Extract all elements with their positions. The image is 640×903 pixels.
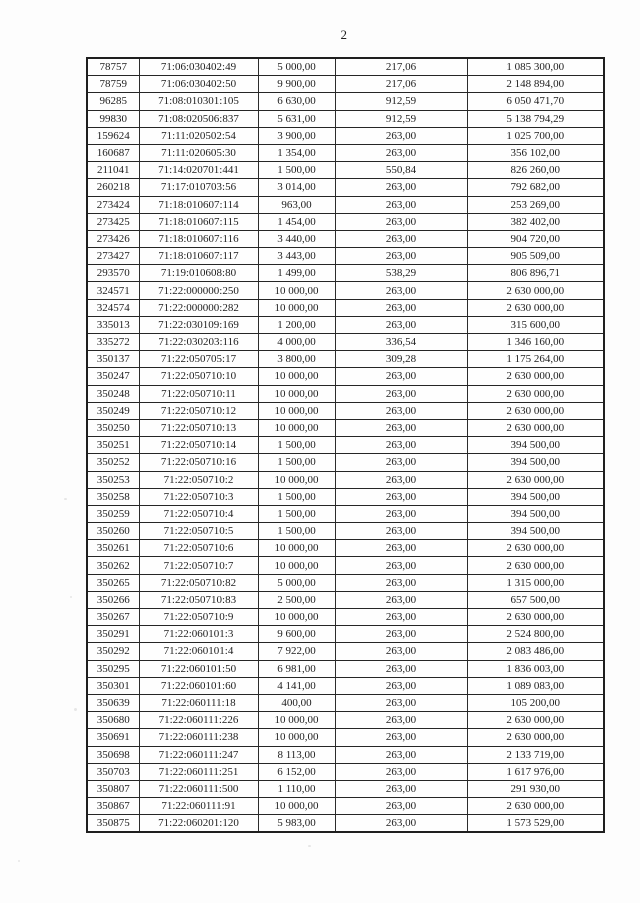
table-cell: 263,00 bbox=[335, 798, 467, 815]
table-cell: 71:06:030402:49 bbox=[139, 58, 258, 76]
table-cell: 263,00 bbox=[335, 540, 467, 557]
table-cell: 71:22:060111:251 bbox=[139, 763, 258, 780]
table-cell: 394 500,00 bbox=[467, 523, 604, 540]
table-cell: 263,00 bbox=[335, 609, 467, 626]
table-cell: 1 315 000,00 bbox=[467, 574, 604, 591]
table-cell: 350867 bbox=[87, 798, 139, 815]
table-cell: 5 000,00 bbox=[258, 574, 335, 591]
table-cell: 71:22:060111:226 bbox=[139, 712, 258, 729]
table-row bbox=[87, 437, 604, 454]
table-row bbox=[87, 780, 604, 797]
table-row bbox=[87, 162, 604, 179]
table-row bbox=[87, 763, 604, 780]
table-cell: 263,00 bbox=[335, 557, 467, 574]
table-cell: 10 000,00 bbox=[258, 402, 335, 419]
table-cell: 71:22:060101:3 bbox=[139, 626, 258, 643]
table-row bbox=[87, 798, 604, 815]
table-cell: 4 000,00 bbox=[258, 334, 335, 351]
table-cell: 350265 bbox=[87, 574, 139, 591]
table-cell: 263,00 bbox=[335, 454, 467, 471]
table-row bbox=[87, 402, 604, 419]
table-cell: 71:22:050710:7 bbox=[139, 557, 258, 574]
table-cell: 806 896,71 bbox=[467, 265, 604, 282]
table-cell: 2 500,00 bbox=[258, 591, 335, 608]
table-cell: 394 500,00 bbox=[467, 488, 604, 505]
table-cell: 10 000,00 bbox=[258, 471, 335, 488]
table-row bbox=[87, 127, 604, 144]
table-cell: 263,00 bbox=[335, 316, 467, 333]
table-cell: 394 500,00 bbox=[467, 437, 604, 454]
table-row bbox=[87, 557, 604, 574]
table-cell: 1 499,00 bbox=[258, 265, 335, 282]
table-cell: 71:22:060101:4 bbox=[139, 643, 258, 660]
table-cell: 10 000,00 bbox=[258, 557, 335, 574]
table-cell: 350266 bbox=[87, 591, 139, 608]
table-cell: 217,06 bbox=[335, 58, 467, 76]
table-cell: 71:22:060111:500 bbox=[139, 780, 258, 797]
table-cell: 3 440,00 bbox=[258, 230, 335, 247]
table-cell: 350267 bbox=[87, 609, 139, 626]
table-cell: 263,00 bbox=[335, 763, 467, 780]
table-cell: 263,00 bbox=[335, 385, 467, 402]
table-cell: 6 152,00 bbox=[258, 763, 335, 780]
table-cell: 336,54 bbox=[335, 334, 467, 351]
table-cell: 3 900,00 bbox=[258, 127, 335, 144]
table-cell: 657 500,00 bbox=[467, 591, 604, 608]
scan-speck bbox=[64, 498, 67, 500]
table-row bbox=[87, 574, 604, 591]
table-cell: 350875 bbox=[87, 815, 139, 833]
table-cell: 263,00 bbox=[335, 282, 467, 299]
table-row bbox=[87, 385, 604, 402]
table-cell: 160687 bbox=[87, 144, 139, 161]
table-cell: 263,00 bbox=[335, 591, 467, 608]
table-cell: 538,29 bbox=[335, 265, 467, 282]
table-cell: 2 524 800,00 bbox=[467, 626, 604, 643]
table-cell: 2 630 000,00 bbox=[467, 729, 604, 746]
table-cell: 71:22:050710:10 bbox=[139, 368, 258, 385]
table-cell: 350262 bbox=[87, 557, 139, 574]
table-cell: 1 346 160,00 bbox=[467, 334, 604, 351]
table-cell: 71:22:060111:18 bbox=[139, 694, 258, 711]
table-cell: 324571 bbox=[87, 282, 139, 299]
table-cell: 350703 bbox=[87, 763, 139, 780]
table-cell: 78759 bbox=[87, 76, 139, 93]
table-cell: 159624 bbox=[87, 127, 139, 144]
table-cell: 4 141,00 bbox=[258, 677, 335, 694]
table-cell: 904 720,00 bbox=[467, 230, 604, 247]
table-cell: 71:18:010607:117 bbox=[139, 248, 258, 265]
table-cell: 10 000,00 bbox=[258, 282, 335, 299]
table-row bbox=[87, 76, 604, 93]
table-cell: 350258 bbox=[87, 488, 139, 505]
table-cell: 263,00 bbox=[335, 471, 467, 488]
table-cell: 350680 bbox=[87, 712, 139, 729]
table-cell: 71:22:050710:5 bbox=[139, 523, 258, 540]
table-cell: 263,00 bbox=[335, 368, 467, 385]
table-cell: 350252 bbox=[87, 454, 139, 471]
table-cell: 263,00 bbox=[335, 488, 467, 505]
table-cell: 263,00 bbox=[335, 127, 467, 144]
table-cell: 10 000,00 bbox=[258, 712, 335, 729]
table-row bbox=[87, 591, 604, 608]
table-cell: 5 000,00 bbox=[258, 58, 335, 76]
table-cell: 912,59 bbox=[335, 93, 467, 110]
table-cell: 78757 bbox=[87, 58, 139, 76]
table-cell: 71:22:030109:169 bbox=[139, 316, 258, 333]
table-cell: 263,00 bbox=[335, 437, 467, 454]
table-cell: 71:22:060111:247 bbox=[139, 746, 258, 763]
table-cell: 263,00 bbox=[335, 299, 467, 316]
table-cell: 273426 bbox=[87, 230, 139, 247]
table-row bbox=[87, 815, 604, 833]
table-row bbox=[87, 454, 604, 471]
table-cell: 5 138 794,29 bbox=[467, 110, 604, 127]
table-row bbox=[87, 230, 604, 247]
table-row bbox=[87, 643, 604, 660]
table-cell: 1 025 700,00 bbox=[467, 127, 604, 144]
table-cell: 71:22:050710:16 bbox=[139, 454, 258, 471]
table-cell: 10 000,00 bbox=[258, 419, 335, 436]
table-cell: 394 500,00 bbox=[467, 505, 604, 522]
table-row bbox=[87, 282, 604, 299]
table-cell: 263,00 bbox=[335, 643, 467, 660]
table-cell: 2 630 000,00 bbox=[467, 540, 604, 557]
table-cell: 273424 bbox=[87, 196, 139, 213]
table-cell: 71:11:020502:54 bbox=[139, 127, 258, 144]
table-cell: 10 000,00 bbox=[258, 729, 335, 746]
table-cell: 71:22:030203:116 bbox=[139, 334, 258, 351]
table-row bbox=[87, 93, 604, 110]
table-cell: 350261 bbox=[87, 540, 139, 557]
table-cell: 350295 bbox=[87, 660, 139, 677]
table-row bbox=[87, 660, 604, 677]
table-cell: 71:22:060101:50 bbox=[139, 660, 258, 677]
table-cell: 253 269,00 bbox=[467, 196, 604, 213]
table-cell: 1 200,00 bbox=[258, 316, 335, 333]
table-row bbox=[87, 523, 604, 540]
table-cell: 263,00 bbox=[335, 746, 467, 763]
table-cell: 71:22:050705:17 bbox=[139, 351, 258, 368]
table-row bbox=[87, 419, 604, 436]
table-cell: 71:18:010607:116 bbox=[139, 230, 258, 247]
table-cell: 211041 bbox=[87, 162, 139, 179]
table-cell: 71:22:050710:4 bbox=[139, 505, 258, 522]
table-cell: 263,00 bbox=[335, 230, 467, 247]
table-cell: 6 981,00 bbox=[258, 660, 335, 677]
table-cell: 260218 bbox=[87, 179, 139, 196]
table-cell: 291 930,00 bbox=[467, 780, 604, 797]
scan-speck bbox=[308, 845, 311, 847]
table-cell: 71:22:000000:250 bbox=[139, 282, 258, 299]
table-cell: 71:22:050710:14 bbox=[139, 437, 258, 454]
table-cell: 2 630 000,00 bbox=[467, 368, 604, 385]
table-cell: 2 133 719,00 bbox=[467, 746, 604, 763]
table-cell: 71:22:050710:12 bbox=[139, 402, 258, 419]
table-cell: 71:22:060101:60 bbox=[139, 677, 258, 694]
table-cell: 273427 bbox=[87, 248, 139, 265]
table-cell: 2 630 000,00 bbox=[467, 282, 604, 299]
table-cell: 263,00 bbox=[335, 574, 467, 591]
table-row bbox=[87, 316, 604, 333]
table-cell: 6 050 471,70 bbox=[467, 93, 604, 110]
table-cell: 263,00 bbox=[335, 677, 467, 694]
table-cell: 382 402,00 bbox=[467, 213, 604, 230]
table-cell: 263,00 bbox=[335, 402, 467, 419]
table-cell: 71:08:010301:105 bbox=[139, 93, 258, 110]
table-cell: 350253 bbox=[87, 471, 139, 488]
table-row bbox=[87, 299, 604, 316]
table-cell: 350250 bbox=[87, 419, 139, 436]
table-cell: 2 630 000,00 bbox=[467, 609, 604, 626]
table-cell: 350247 bbox=[87, 368, 139, 385]
table-cell: 350292 bbox=[87, 643, 139, 660]
table-cell: 263,00 bbox=[335, 213, 467, 230]
table-cell: 2 630 000,00 bbox=[467, 402, 604, 419]
table-cell: 7 922,00 bbox=[258, 643, 335, 660]
table-cell: 3 443,00 bbox=[258, 248, 335, 265]
table-cell: 263,00 bbox=[335, 712, 467, 729]
table-cell: 263,00 bbox=[335, 780, 467, 797]
table-cell: 350249 bbox=[87, 402, 139, 419]
table-cell: 5 983,00 bbox=[258, 815, 335, 833]
table-cell: 1 175 264,00 bbox=[467, 351, 604, 368]
table-row bbox=[87, 609, 604, 626]
table-cell: 71:22:050710:82 bbox=[139, 574, 258, 591]
table-cell: 356 102,00 bbox=[467, 144, 604, 161]
table-cell: 217,06 bbox=[335, 76, 467, 93]
table-row bbox=[87, 368, 604, 385]
table-cell: 1 836 003,00 bbox=[467, 660, 604, 677]
table-cell: 71:22:050710:9 bbox=[139, 609, 258, 626]
table-cell: 963,00 bbox=[258, 196, 335, 213]
table-cell: 71:22:060111:91 bbox=[139, 798, 258, 815]
table-cell: 350251 bbox=[87, 437, 139, 454]
table-cell: 71:22:050710:83 bbox=[139, 591, 258, 608]
table-row bbox=[87, 540, 604, 557]
table-cell: 71:08:020506:837 bbox=[139, 110, 258, 127]
table-cell: 350807 bbox=[87, 780, 139, 797]
table-cell: 71:22:050710:3 bbox=[139, 488, 258, 505]
table-row bbox=[87, 626, 604, 643]
table-cell: 350260 bbox=[87, 523, 139, 540]
table-cell: 350301 bbox=[87, 677, 139, 694]
table-cell: 71:19:010608:80 bbox=[139, 265, 258, 282]
table-cell: 263,00 bbox=[335, 694, 467, 711]
table-cell: 1 089 083,00 bbox=[467, 677, 604, 694]
table-cell: 350137 bbox=[87, 351, 139, 368]
table-cell: 1 454,00 bbox=[258, 213, 335, 230]
table-cell: 10 000,00 bbox=[258, 385, 335, 402]
table-cell: 5 631,00 bbox=[258, 110, 335, 127]
table-cell: 71:18:010607:114 bbox=[139, 196, 258, 213]
table-row bbox=[87, 351, 604, 368]
scan-speck bbox=[70, 596, 72, 598]
table-cell: 1 085 300,00 bbox=[467, 58, 604, 76]
table-cell: 2 630 000,00 bbox=[467, 385, 604, 402]
table-row bbox=[87, 144, 604, 161]
table-cell: 3 800,00 bbox=[258, 351, 335, 368]
table-cell: 826 260,00 bbox=[467, 162, 604, 179]
table-cell: 71:22:000000:282 bbox=[139, 299, 258, 316]
table-cell: 2 083 486,00 bbox=[467, 643, 604, 660]
table-cell: 792 682,00 bbox=[467, 179, 604, 196]
table-cell: 2 630 000,00 bbox=[467, 471, 604, 488]
table-cell: 1 500,00 bbox=[258, 162, 335, 179]
table-cell: 71:11:020605:30 bbox=[139, 144, 258, 161]
table-cell: 10 000,00 bbox=[258, 299, 335, 316]
table-cell: 71:22:060201:120 bbox=[139, 815, 258, 833]
table-cell: 9 600,00 bbox=[258, 626, 335, 643]
table-row bbox=[87, 488, 604, 505]
table-cell: 905 509,00 bbox=[467, 248, 604, 265]
table-cell: 912,59 bbox=[335, 110, 467, 127]
table-row bbox=[87, 110, 604, 127]
table-cell: 10 000,00 bbox=[258, 609, 335, 626]
table-cell: 71:22:050710:6 bbox=[139, 540, 258, 557]
table-cell: 350259 bbox=[87, 505, 139, 522]
table-cell: 10 000,00 bbox=[258, 368, 335, 385]
table-cell: 263,00 bbox=[335, 196, 467, 213]
table-row bbox=[87, 179, 604, 196]
table-cell: 6 630,00 bbox=[258, 93, 335, 110]
table-row bbox=[87, 58, 604, 76]
table-cell: 2 630 000,00 bbox=[467, 419, 604, 436]
table-row bbox=[87, 265, 604, 282]
table-cell: 2 630 000,00 bbox=[467, 557, 604, 574]
table-cell: 350291 bbox=[87, 626, 139, 643]
table-body bbox=[87, 58, 604, 832]
table-row bbox=[87, 505, 604, 522]
table-cell: 1 500,00 bbox=[258, 437, 335, 454]
table-cell: 263,00 bbox=[335, 626, 467, 643]
table-cell: 400,00 bbox=[258, 694, 335, 711]
table-cell: 9 900,00 bbox=[258, 76, 335, 93]
table-cell: 263,00 bbox=[335, 419, 467, 436]
table-cell: 335272 bbox=[87, 334, 139, 351]
table-cell: 350691 bbox=[87, 729, 139, 746]
table-cell: 8 113,00 bbox=[258, 746, 335, 763]
table-cell: 350248 bbox=[87, 385, 139, 402]
scan-speck bbox=[18, 860, 20, 862]
table-cell: 1 354,00 bbox=[258, 144, 335, 161]
table-cell: 350639 bbox=[87, 694, 139, 711]
table-cell: 71:22:050710:2 bbox=[139, 471, 258, 488]
table-cell: 71:17:010703:56 bbox=[139, 179, 258, 196]
table-cell: 2 630 000,00 bbox=[467, 712, 604, 729]
table-cell: 263,00 bbox=[335, 505, 467, 522]
data-table bbox=[86, 57, 605, 833]
table-row bbox=[87, 248, 604, 265]
table-cell: 550,84 bbox=[335, 162, 467, 179]
table-cell: 263,00 bbox=[335, 179, 467, 196]
table-cell: 1 573 529,00 bbox=[506, 817, 565, 830]
table-cell: 10 000,00 bbox=[258, 798, 335, 815]
table-row bbox=[87, 196, 604, 213]
table-cell: 71:22:050710:13 bbox=[139, 419, 258, 436]
table-cell: 71:06:030402:50 bbox=[139, 76, 258, 93]
table-cell: 71:22:060111:238 bbox=[139, 729, 258, 746]
table-row bbox=[87, 712, 604, 729]
table-cell: 96285 bbox=[87, 93, 139, 110]
table-cell: 263,00 bbox=[335, 660, 467, 677]
table-cell: 71:22:050710:11 bbox=[139, 385, 258, 402]
table-cell: 1 617 976,00 bbox=[467, 763, 604, 780]
table-row bbox=[87, 694, 604, 711]
table-row bbox=[87, 213, 604, 230]
table-cell: 1 500,00 bbox=[258, 454, 335, 471]
table-cell: 309,28 bbox=[335, 351, 467, 368]
table-cell: 293570 bbox=[87, 265, 139, 282]
table-cell: 263,00 bbox=[335, 729, 467, 746]
scan-speck bbox=[74, 708, 77, 711]
table-cell: 263,00 bbox=[335, 523, 467, 540]
table-cell: 71:18:010607:115 bbox=[139, 213, 258, 230]
table-row bbox=[87, 746, 604, 763]
table-cell: 99830 bbox=[87, 110, 139, 127]
table-row bbox=[87, 729, 604, 746]
table-cell: 71:14:020701:441 bbox=[139, 162, 258, 179]
table-cell: 1 110,00 bbox=[258, 780, 335, 797]
table-cell: 105 200,00 bbox=[467, 694, 604, 711]
table-row bbox=[87, 677, 604, 694]
table-cell: 3 014,00 bbox=[258, 179, 335, 196]
table-cell: 394 500,00 bbox=[467, 454, 604, 471]
table-cell: 2 630 000,00 bbox=[467, 299, 604, 316]
table-cell: 350698 bbox=[87, 746, 139, 763]
table-cell: 335013 bbox=[87, 316, 139, 333]
table-cell: 263,00 bbox=[335, 144, 467, 161]
table-cell: 1 500,00 bbox=[258, 488, 335, 505]
table-row bbox=[87, 471, 604, 488]
table-cell: 10 000,00 bbox=[258, 540, 335, 557]
table-cell: 263,00 bbox=[335, 248, 467, 265]
table-row bbox=[87, 334, 604, 351]
table-cell: 2 148 894,00 bbox=[467, 76, 604, 93]
table-cell: 1 500,00 bbox=[258, 505, 335, 522]
table-cell: 324574 bbox=[87, 299, 139, 316]
table-cell: 1 500,00 bbox=[258, 523, 335, 540]
page-number: 2 bbox=[340, 27, 348, 42]
table-cell: 263,00 bbox=[335, 815, 467, 833]
table-cell: 315 600,00 bbox=[467, 316, 604, 333]
table-cell: 2 630 000,00 bbox=[467, 798, 604, 815]
table-cell: 273425 bbox=[87, 213, 139, 230]
